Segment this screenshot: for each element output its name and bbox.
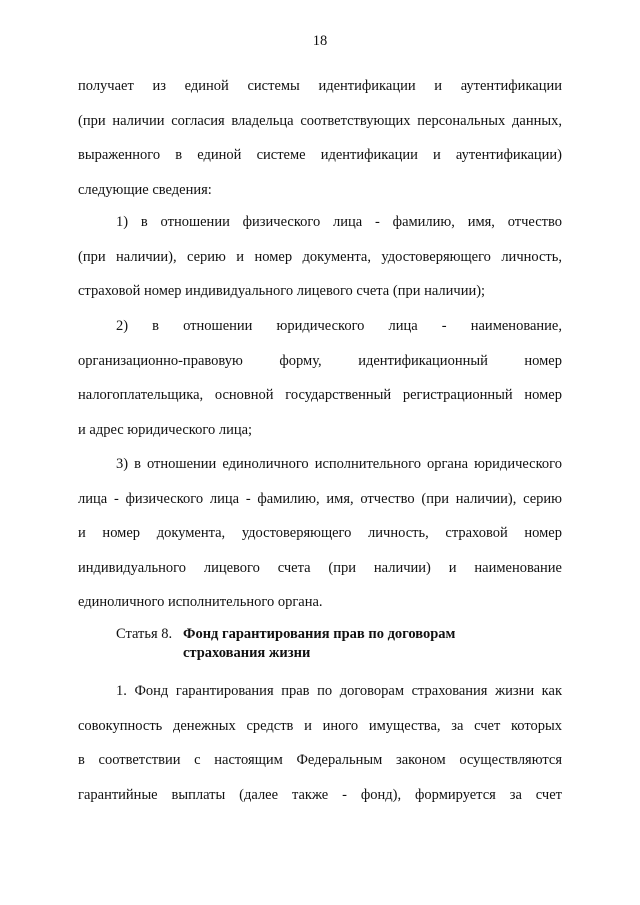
text-line: индивидуального лицевого счета (при наличии) и наименование	[78, 559, 562, 576]
text-line: 2) в отношении юридического лица - наименование,	[116, 318, 562, 334]
article-label: Статья 8.	[116, 626, 173, 642]
text-line: лица - физического лица - фамилию, имя, отчество (при наличии), серию	[78, 490, 562, 507]
text-line: 1. Фонд гарантирования прав по договорам страхования жизни как	[116, 683, 562, 699]
text-line: совокупность денежных средств и иного имущества, за счет которых	[78, 717, 562, 734]
list-item-executive-body	[78, 447, 562, 620]
text-line: следующие сведения:	[78, 181, 212, 198]
text-line: и адрес юридического лица;	[78, 421, 253, 438]
text-line: единоличного исполнительного органа.	[78, 594, 323, 610]
text-line: получает из единой системы идентификации и аутентификации	[78, 78, 562, 94]
article-title-continued: страхования жизни	[183, 645, 311, 661]
article-title: Фонд гарантирования прав по договорам	[183, 626, 456, 642]
text-line: (при наличии), серию и номер документа, удостоверяющего личность,	[78, 248, 562, 265]
text-line: гарантийные выплаты (далее также - фонд), формируется за счет	[78, 786, 562, 803]
paragraph-article-8-part-1	[78, 674, 562, 812]
text-line: и номер документа, удостоверяющего личность, страховой номер	[78, 525, 562, 541]
article-heading	[116, 625, 455, 663]
text-line: выраженного в единой системе идентификации и аутентификации)	[78, 147, 562, 163]
text-line: в соответствии с настоящим Федеральным законом осуществляются	[78, 752, 562, 768]
text-line: организационно-правовую форму, идентификационный номер	[78, 352, 562, 369]
text-line: 1) в отношении физического лица - фамилию, имя, отчество	[116, 214, 562, 230]
page-number: 18	[312, 33, 328, 49]
text-line: 3) в отношении единоличного исполнительного органа юридического	[116, 456, 562, 472]
list-item-physical-person	[78, 205, 562, 309]
paragraph-intro	[78, 69, 562, 207]
text-line: страховой номер индивидуального лицевого счета (при наличии);	[78, 283, 486, 299]
text-line: (при наличии согласия владельца соответствующих персональных данных,	[78, 112, 562, 129]
list-item-legal-entity	[78, 309, 562, 447]
text-line: налогоплательщика, основной государственный регистрационный номер	[78, 387, 562, 403]
